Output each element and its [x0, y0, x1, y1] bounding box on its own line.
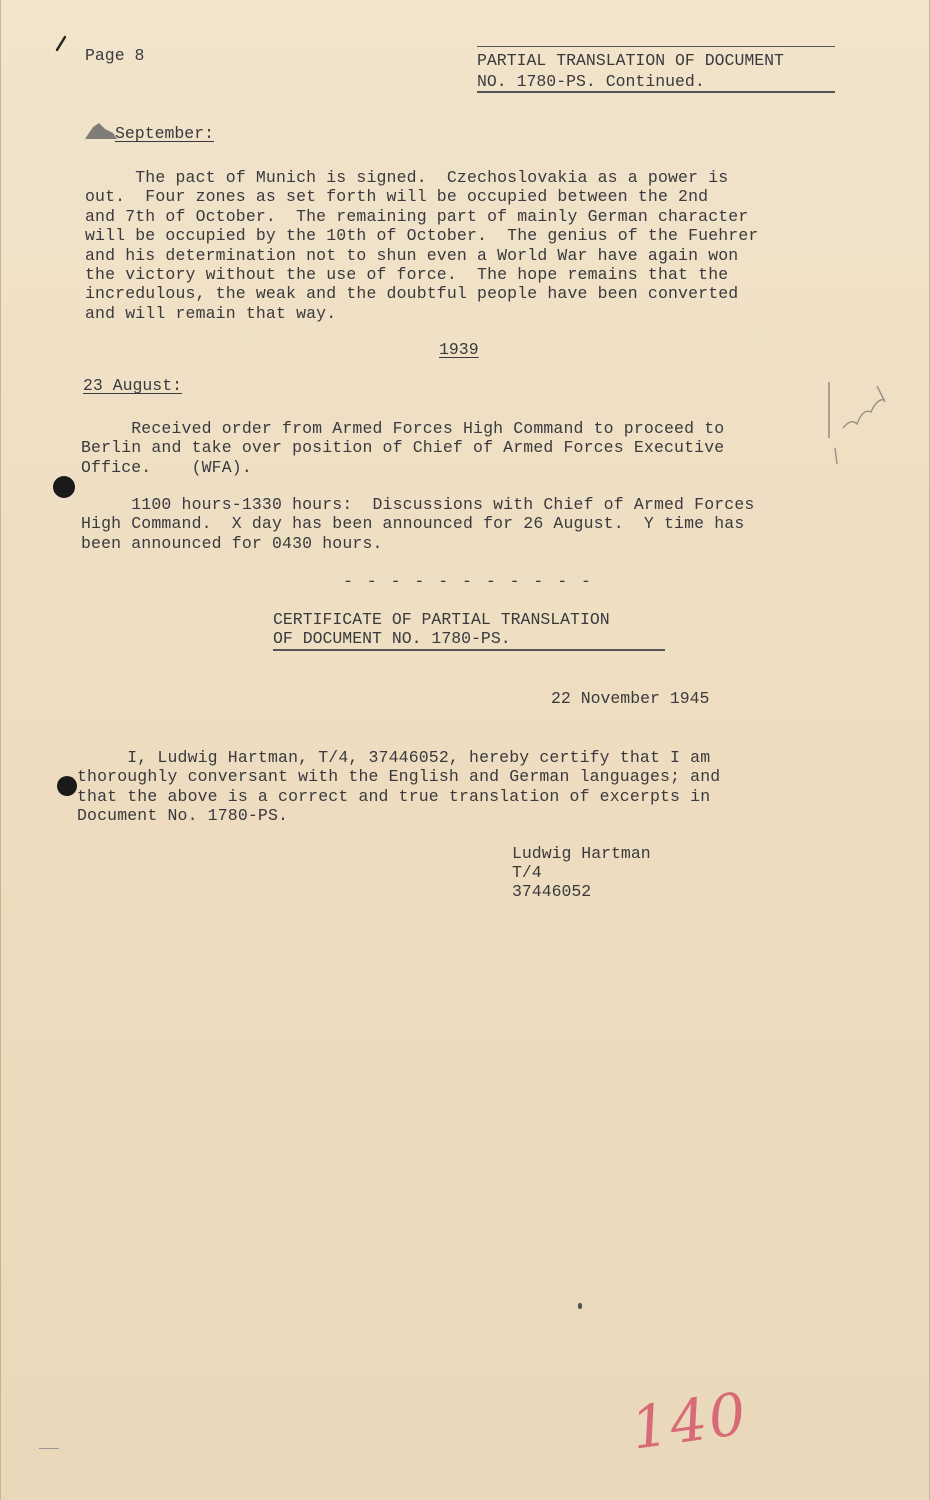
punch-hole: [53, 476, 75, 498]
handwritten-page-number: [626, 1379, 761, 1470]
ink-dot: [578, 1303, 582, 1309]
paragraph-line: and will remain that way.: [85, 303, 337, 323]
header-title-line1: PARTIAL TRANSLATION OF DOCUMENT: [477, 51, 784, 70]
september-heading-text: September:: [115, 124, 215, 143]
handwritten-number-text: 140: [626, 1379, 752, 1463]
year-heading: 1939: [439, 340, 479, 359]
paragraph-line: incredulous, the weak and the doubtful people have been converted: [85, 284, 739, 304]
certificate-rule: [273, 649, 665, 651]
paragraph-line: the victory without the use of force. The hope remains that the: [85, 265, 729, 285]
paragraph-line: Received order from Armed Forces High Command to proceed to: [81, 419, 725, 438]
edge-mark: [39, 1448, 59, 1449]
paragraph-line: Office. (WFA).: [81, 457, 252, 477]
paragraph-line: that the above is a correct and true translation of excerpts in: [77, 786, 711, 806]
certificate-title-line1: CERTIFICATE OF PARTIAL TRANSLATION: [273, 610, 610, 629]
signature-name: Ludwig Hartman: [512, 844, 651, 863]
paragraph-line: Document No. 1780-PS.: [77, 806, 289, 826]
paragraph-certification: [77, 748, 720, 826]
header-rule-bottom: [477, 91, 835, 93]
pencil-tick-mark: [51, 34, 71, 54]
paragraph-line: I, Ludwig Hartman, T/4, 37446052, hereby certify that I am: [77, 748, 711, 767]
dashed-separator: - - - - - - - - - - -: [343, 572, 593, 591]
paragraph-order: [81, 419, 724, 477]
section-heading-august: 23 August:: [83, 376, 183, 395]
paragraph-line: and his determination not to shun even a World War have again won: [85, 245, 739, 265]
paragraph-line: High Command. X day has been announced for 26 August. Y time has: [81, 514, 745, 534]
header-title-line2: NO. 1780-PS. Continued.: [477, 72, 705, 91]
certificate-date: 22 November 1945: [551, 689, 710, 708]
punch-hole: [57, 776, 77, 796]
paragraph-discussions: [81, 495, 754, 553]
paragraph-line: Berlin and take over position of Chief of Armed Forces Executive: [81, 438, 725, 458]
certificate-title-line2: OF DOCUMENT NO. 1780-PS.: [273, 629, 511, 648]
paragraph-line: and 7th of October. The remaining part of mainly German character: [85, 206, 749, 226]
paragraph-munich: [85, 168, 758, 323]
paragraph-line: thoroughly conversant with the English and German languages; and: [77, 767, 721, 787]
page-number: Page 8: [85, 46, 145, 65]
paragraph-line: The pact of Munich is signed. Czechoslovakia as a power is: [85, 168, 729, 187]
header-rule-top: [477, 46, 835, 47]
paragraph-line: been announced for 0430 hours.: [81, 533, 383, 553]
paragraph-line: out. Four zones as set forth will be occupied between the 2nd: [85, 187, 709, 207]
signature-serial: 37446052: [512, 882, 592, 901]
pencil-margin-mark: [821, 378, 901, 468]
paragraph-line: 1100 hours-1330 hours: Discussions with Chief of Armed Forces: [81, 495, 755, 514]
section-heading-september: [85, 124, 214, 143]
signature-rank: T/4: [512, 863, 542, 882]
paragraph-line: will be occupied by the 10th of October. The genius of the Fuehrer: [85, 226, 759, 246]
